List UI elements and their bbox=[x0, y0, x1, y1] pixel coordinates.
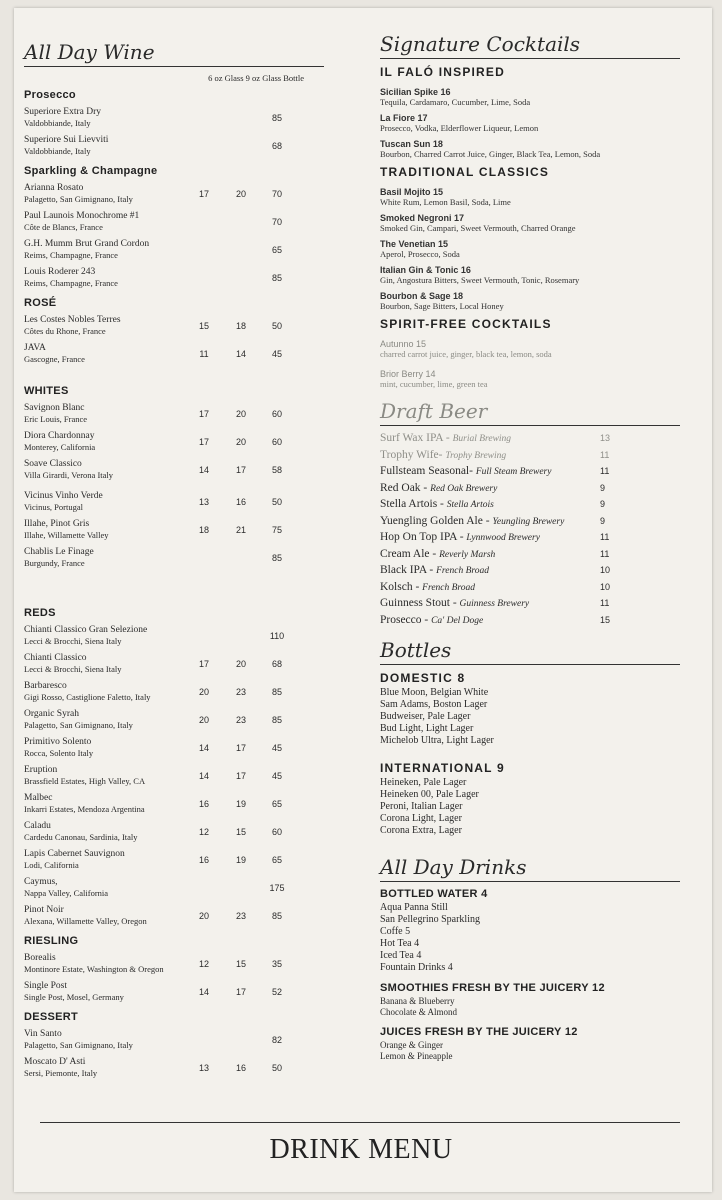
wine-price-6oz: 13 bbox=[198, 497, 209, 507]
wine-price-bottle: 60 bbox=[271, 409, 282, 419]
wine-name: G.H. Mumm Brut Grand Cordon bbox=[24, 239, 150, 249]
cocktail-groups bbox=[380, 65, 680, 389]
wine-price-6oz: 17 bbox=[198, 437, 209, 447]
wine-region: Villa Girardi, Verona Italy bbox=[24, 470, 114, 480]
wine-section-heading: Prosecco bbox=[24, 89, 76, 101]
wine-item bbox=[24, 491, 324, 519]
beer-brewery: Reverly Marsh bbox=[439, 549, 496, 560]
cocktail-group-heading: TRADITIONAL CLASSICS bbox=[380, 165, 550, 179]
wine-price-bottle: 58 bbox=[271, 465, 282, 475]
beer-brewery: Lynnwood Brewery bbox=[466, 533, 540, 543]
wine-price-9oz: 17 bbox=[235, 743, 246, 753]
wine-price-6oz: 14 bbox=[198, 465, 209, 475]
beer-price: 9 bbox=[600, 499, 606, 509]
beer-item bbox=[380, 498, 680, 515]
wine-price-bottle: 68 bbox=[271, 141, 282, 151]
drink-item: Chocolate & Almond bbox=[380, 1007, 457, 1017]
cocktail-description: Aperol, Prosecco, Soda bbox=[380, 249, 460, 259]
wine-item bbox=[24, 183, 324, 211]
bottle-item: Corona Light, Lager bbox=[380, 813, 462, 824]
cocktail-group-heading: IL FALÓ INSPIRED bbox=[380, 65, 505, 79]
wine-price-bottle: 45 bbox=[271, 349, 282, 359]
drink-group-heading: SMOOTHIES FRESH BY THE JUICERY 12 bbox=[380, 982, 605, 994]
wine-price-9oz: 20 bbox=[235, 659, 246, 669]
wine-price-bottle: 85 bbox=[271, 273, 282, 283]
wine-price-6oz: 17 bbox=[198, 409, 209, 419]
beer-item bbox=[380, 564, 680, 581]
beer-brewery: Stella Artois bbox=[446, 500, 494, 510]
wine-section-heading: REDS bbox=[24, 607, 56, 619]
beer-price: 10 bbox=[600, 581, 611, 592]
drink-group-heading: JUICES FRESH BY THE JUICERY 12 bbox=[380, 1026, 578, 1038]
cocktail-name: La Fiore 17 bbox=[380, 113, 428, 123]
wine-price-9oz: 21 bbox=[235, 525, 246, 535]
wine-region: Palagetto, San Gimignano, Italy bbox=[24, 720, 133, 730]
cocktail-name: Autunno 15 bbox=[380, 339, 427, 349]
beer-price: 9 bbox=[600, 515, 606, 526]
wine-region: Lecci & Brocchi, Siena Italy bbox=[24, 664, 122, 674]
wine-name: Superiore Sui Lievviti bbox=[24, 135, 109, 145]
beer-item bbox=[380, 449, 680, 466]
beer-brewery: Ca' Del Doge bbox=[431, 615, 484, 626]
wine-region: Rocca, Solento Italy bbox=[24, 748, 94, 758]
beer-brewery: Trophy Brewing bbox=[445, 450, 507, 461]
wine-price-9oz: 18 bbox=[235, 321, 246, 331]
wine-price-6oz: 14 bbox=[198, 743, 209, 753]
wine-price-bottle: 82 bbox=[271, 1035, 282, 1045]
bottle-item: Heineken, Pale Lager bbox=[380, 777, 467, 788]
cocktails-title: Signature Cocktails bbox=[380, 32, 581, 56]
cocktail-item bbox=[380, 265, 680, 285]
wine-item bbox=[24, 519, 324, 547]
wine-price-bottle: 35 bbox=[271, 959, 282, 969]
beer-brewery: Guinness Brewery bbox=[459, 599, 530, 609]
cocktail-item bbox=[380, 187, 680, 207]
wine-price-bottle: 85 bbox=[271, 715, 282, 725]
beer-name: Red Oak - bbox=[380, 481, 428, 494]
wine-item bbox=[24, 793, 324, 821]
wine-item bbox=[24, 315, 324, 343]
bottle-item: Bud Light, Light Lager bbox=[380, 723, 474, 734]
cocktail-item bbox=[380, 339, 680, 359]
wine-price-6oz: 17 bbox=[198, 189, 209, 199]
wine-price-9oz: 23 bbox=[235, 715, 246, 725]
wine-item bbox=[24, 849, 324, 877]
wine-sections bbox=[24, 89, 324, 1085]
wine-item bbox=[24, 737, 324, 765]
wine-item bbox=[24, 459, 324, 487]
wine-price-bottle: 65 bbox=[271, 799, 282, 809]
bottle-item: Blue Moon, Belgian White bbox=[380, 687, 489, 698]
wine-price-6oz: 11 bbox=[199, 349, 209, 359]
wine-name: Borealis bbox=[24, 953, 56, 963]
wine-price-9oz: 17 bbox=[235, 771, 246, 781]
wine-name: Savignon Blanc bbox=[24, 403, 85, 413]
beer-brewery: Full Steam Brewery bbox=[475, 467, 552, 477]
wine-region: Alexana, Willamette Valley, Oregon bbox=[24, 916, 147, 926]
wine-region: Sersi, Piemonte, Italy bbox=[24, 1068, 98, 1078]
beer-title-rule bbox=[380, 425, 680, 426]
wine-item bbox=[24, 403, 324, 431]
wine-item bbox=[24, 981, 324, 1009]
wine-item bbox=[24, 653, 324, 681]
wine-price-6oz: 14 bbox=[198, 771, 209, 781]
cocktail-group-heading: SPIRIT-FREE COCKTAILS bbox=[380, 317, 552, 331]
drink-item: Iced Tea 4 bbox=[380, 950, 422, 961]
cocktail-item bbox=[380, 213, 680, 233]
cocktail-description: Gin, Angostura Bitters, Sweet Vermouth, Tonic, Rosemary bbox=[380, 275, 580, 285]
wine-price-9oz: 20 bbox=[235, 409, 246, 419]
wine-price-bottle: 175 bbox=[269, 883, 285, 893]
wine-region: Côtes du Rhone, France bbox=[24, 326, 106, 336]
wine-region: Illahe, Willamette Valley bbox=[24, 530, 109, 540]
wine-title-rule bbox=[24, 66, 324, 67]
drink-item: Fountain Drinks 4 bbox=[380, 962, 453, 973]
wine-region: Cardedu Canonau, Sardinia, Italy bbox=[24, 832, 138, 842]
wine-region: Lodi, California bbox=[24, 860, 79, 870]
wine-section-heading: Sparkling & Champagne bbox=[24, 165, 158, 177]
beer-name: Surf Wax IPA - bbox=[380, 432, 450, 444]
wine-price-bottle: 75 bbox=[271, 525, 282, 535]
wine-name: Malbec bbox=[24, 793, 53, 803]
wine-name: Chianti Classico bbox=[24, 653, 87, 663]
wine-name: Single Post bbox=[24, 981, 68, 991]
wine-name: Organic Syrah bbox=[24, 709, 79, 719]
wine-price-6oz: 20 bbox=[198, 911, 209, 921]
bottle-item: Michelob Ultra, Light Lager bbox=[380, 735, 494, 746]
wine-price-bottle: 65 bbox=[271, 245, 282, 255]
wine-price-9oz: 16 bbox=[235, 497, 246, 507]
wine-price-9oz: 17 bbox=[235, 987, 246, 997]
beer-item bbox=[380, 614, 680, 631]
wine-item bbox=[24, 821, 324, 849]
wine-price-bottle: 85 bbox=[271, 911, 282, 921]
beer-item bbox=[380, 482, 680, 499]
wine-price-bottle: 45 bbox=[271, 743, 282, 753]
beer-name: Trophy Wife- bbox=[380, 448, 443, 461]
wine-name: Eruption bbox=[24, 765, 58, 775]
wine-region: Gigi Rosso, Castiglione Faletto, Italy bbox=[24, 692, 151, 702]
wine-price-bottle: 85 bbox=[271, 553, 282, 563]
wine-name: Diora Chardonnay bbox=[24, 431, 95, 441]
cocktail-description: mint, cucumber, lime, green tea bbox=[380, 379, 488, 389]
wine-price-9oz: 19 bbox=[235, 799, 246, 809]
beer-name: Guinness Stout - bbox=[380, 597, 457, 609]
wine-region: Palagetto, San Gimignano, Italy bbox=[24, 1040, 133, 1050]
bottle-group-heading: INTERNATIONAL 9 bbox=[380, 761, 505, 775]
wine-price-6oz: 17 bbox=[198, 659, 209, 669]
wine-name: Soave Classico bbox=[24, 459, 82, 469]
wine-region: Single Post, Mosel, Germany bbox=[24, 992, 124, 1002]
wine-price-bottle: 50 bbox=[271, 497, 282, 507]
beer-price: 11 bbox=[600, 532, 610, 542]
beer-item bbox=[380, 515, 680, 532]
wine-item bbox=[24, 709, 324, 737]
beer-name: Prosecco - bbox=[380, 613, 429, 626]
wine-name: Barbaresco bbox=[24, 681, 67, 691]
bottles-title: Bottles bbox=[380, 638, 452, 662]
beer-item bbox=[380, 581, 680, 598]
bottle-item: Peroni, Italian Lager bbox=[380, 801, 463, 812]
wine-region: Burgundy, France bbox=[24, 558, 85, 568]
wine-price-6oz: 12 bbox=[198, 827, 209, 837]
beer-price: 11 bbox=[600, 548, 610, 559]
wine-price-6oz: 13 bbox=[198, 1063, 209, 1073]
beer-brewery: Red Oak Brewery bbox=[430, 483, 498, 494]
beer-name: Hop On Top IPA - bbox=[380, 531, 464, 543]
wine-column bbox=[24, 40, 324, 1085]
wine-name: Pinot Noir bbox=[24, 905, 64, 915]
wine-name: Lapis Cabernet Sauvignon bbox=[24, 849, 125, 859]
wine-price-9oz: 23 bbox=[235, 687, 246, 697]
wine-price-6oz: 20 bbox=[198, 687, 209, 697]
wine-item bbox=[24, 239, 324, 267]
beer-name: Cream Ale - bbox=[380, 547, 437, 560]
wine-item bbox=[24, 625, 324, 653]
cocktail-description: charred carrot juice, ginger, black tea, lemon, soda bbox=[380, 349, 552, 359]
wine-price-6oz: 16 bbox=[198, 799, 209, 809]
drink-groups bbox=[380, 888, 680, 1062]
wine-item bbox=[24, 905, 324, 933]
beer-title: Draft Beer bbox=[380, 399, 488, 423]
cocktail-description: Bourbon, Charred Carrot Juice, Ginger, Black Tea, Lemon, Soda bbox=[380, 149, 601, 159]
beer-price: 9 bbox=[600, 482, 606, 493]
wine-item bbox=[24, 765, 324, 793]
wine-name: Caymus, bbox=[24, 877, 58, 887]
wine-item bbox=[24, 953, 324, 981]
drink-item: Aqua Panna Still bbox=[380, 902, 448, 913]
wine-name: Chablis Le Finage bbox=[24, 547, 94, 557]
wine-price-9oz: 17 bbox=[235, 465, 246, 475]
wine-item bbox=[24, 547, 324, 581]
wine-region: Monterey, California bbox=[24, 442, 96, 452]
wine-price-9oz: 14 bbox=[235, 349, 246, 359]
beer-price: 11 bbox=[600, 466, 610, 476]
wine-name: Arianna Rosato bbox=[24, 183, 84, 193]
beer-name: Black IPA - bbox=[380, 564, 434, 576]
bottle-item: Heineken 00, Pale Lager bbox=[380, 789, 479, 800]
beer-brewery: Yeungling Brewery bbox=[492, 516, 565, 527]
cocktail-item bbox=[380, 239, 680, 259]
wine-price-bottle: 70 bbox=[271, 189, 282, 199]
wine-item bbox=[24, 431, 324, 459]
wine-price-6oz: 18 bbox=[198, 525, 209, 535]
wine-region: Valdobbiande, Italy bbox=[24, 118, 91, 128]
cocktail-name: The Venetian 15 bbox=[380, 239, 449, 249]
wine-region: Vicinus, Portugal bbox=[24, 502, 83, 512]
beer-brewery: French Broad bbox=[422, 582, 476, 593]
bottle-item: Budweiser, Pale Lager bbox=[380, 711, 471, 722]
bottle-item: Sam Adams, Boston Lager bbox=[380, 699, 488, 710]
wine-name: Chianti Classico Gran Selezione bbox=[24, 625, 148, 635]
cocktail-name: Bourbon & Sage 18 bbox=[380, 291, 464, 301]
cocktail-name: Italian Gin & Tonic 16 bbox=[380, 265, 471, 275]
wine-region: Nappa Valley, California bbox=[24, 888, 109, 898]
wine-item bbox=[24, 681, 324, 709]
drink-item: Banana & Blueberry bbox=[380, 996, 455, 1006]
beer-item bbox=[380, 432, 680, 449]
wine-item bbox=[24, 877, 324, 905]
wine-item bbox=[24, 1057, 324, 1085]
cocktail-name: Smoked Negroni 17 bbox=[380, 213, 465, 223]
cocktail-item bbox=[380, 369, 680, 389]
wine-price-bottle: 65 bbox=[271, 855, 282, 865]
cocktail-item bbox=[380, 87, 680, 107]
wine-price-6oz: 20 bbox=[198, 715, 209, 725]
wine-name: Louis Roderer 243 bbox=[24, 267, 96, 277]
drink-item: Lemon & Pineapple bbox=[380, 1051, 453, 1061]
cocktail-description: Smoked Gin, Campari, Sweet Vermouth, Charred Orange bbox=[380, 223, 576, 233]
wine-price-9oz: 15 bbox=[235, 959, 246, 969]
cocktails-title-rule bbox=[380, 58, 680, 59]
wine-price-9oz: 15 bbox=[235, 827, 246, 837]
cocktail-name: Basil Mojito 15 bbox=[380, 187, 444, 197]
cocktail-name: Tuscan Sun 18 bbox=[380, 139, 443, 149]
wine-price-6oz: 12 bbox=[198, 959, 209, 969]
wine-region: Valdobbiande, Italy bbox=[24, 146, 91, 156]
footer-rule bbox=[40, 1122, 680, 1123]
wine-region: Reims, Champagne, France bbox=[24, 278, 118, 288]
wine-section-heading: ROSÉ bbox=[24, 297, 57, 309]
wine-name: Moscato D' Asti bbox=[24, 1057, 86, 1067]
wine-price-bottle: 50 bbox=[271, 1063, 282, 1073]
beer-brewery: French Broad bbox=[436, 566, 489, 576]
bottle-group-heading: DOMESTIC 8 bbox=[380, 671, 466, 685]
beer-price: 15 bbox=[600, 614, 611, 625]
wine-title: All Day Wine bbox=[24, 40, 155, 64]
cocktail-item bbox=[380, 113, 680, 133]
wine-region: Eric Louis, France bbox=[24, 414, 88, 424]
wine-name: Superiore Extra Dry bbox=[24, 107, 102, 117]
wine-item bbox=[24, 211, 324, 239]
beer-name: Yuengling Golden Ale - bbox=[380, 514, 490, 527]
wine-price-bottle: 85 bbox=[271, 113, 282, 123]
beer-item bbox=[380, 465, 680, 482]
cocktail-item bbox=[380, 291, 680, 311]
wine-price-9oz: 16 bbox=[235, 1063, 246, 1073]
wine-price-bottle: 85 bbox=[271, 687, 282, 697]
drink-item: Hot Tea 4 bbox=[380, 938, 420, 949]
wine-price-9oz: 19 bbox=[235, 855, 246, 865]
beer-list bbox=[380, 432, 680, 630]
bottle-groups bbox=[380, 671, 680, 837]
wine-name: Caladu bbox=[24, 821, 51, 831]
wine-region: Palagetto, San Gimignano, Italy bbox=[24, 194, 133, 204]
wine-item bbox=[24, 1029, 324, 1057]
wine-name: Les Costes Nobles Terres bbox=[24, 315, 121, 325]
beer-item bbox=[380, 597, 680, 614]
wine-name: Paul Launois Monochrome #1 bbox=[24, 211, 140, 221]
cocktail-name: Brior Berry 14 bbox=[380, 369, 436, 379]
wine-price-bottle: 70 bbox=[271, 217, 282, 227]
wine-price-bottle: 50 bbox=[271, 321, 282, 331]
cocktail-description: Bourbon, Sage Bitters, Local Honey bbox=[380, 301, 504, 311]
right-column bbox=[380, 32, 680, 1062]
wine-region: Lecci & Brocchi, Siena Italy bbox=[24, 636, 122, 646]
wine-section-heading: WHITES bbox=[24, 385, 69, 397]
wine-price-bottle: 52 bbox=[271, 987, 282, 997]
beer-name: Stella Artois - bbox=[380, 498, 444, 510]
wine-name: Illahe, Pinot Gris bbox=[24, 519, 90, 529]
wine-name: JAVA bbox=[24, 343, 46, 353]
beer-price: 10 bbox=[600, 565, 611, 575]
wine-price-bottle: 60 bbox=[271, 827, 282, 837]
wine-item bbox=[24, 343, 324, 371]
drink-item: Coffe 5 bbox=[380, 926, 411, 937]
footer-title: DRINK MENU bbox=[269, 1134, 453, 1165]
cocktail-description: Tequila, Cardamaro, Cucumber, Lime, Soda bbox=[380, 97, 531, 107]
beer-price: 11 bbox=[600, 598, 610, 608]
wine-item bbox=[24, 267, 324, 295]
beer-name: Fullsteam Seasonal- bbox=[380, 465, 473, 477]
wine-price-bottle: 45 bbox=[271, 771, 282, 781]
cocktail-description: White Rum, Lemon Basil, Soda, Lime bbox=[380, 197, 511, 207]
wine-price-bottle: 110 bbox=[269, 631, 285, 641]
drinks-title-rule bbox=[380, 881, 680, 882]
wine-region: Montinore Estate, Washington & Oregon bbox=[24, 964, 164, 974]
wine-price-6oz: 15 bbox=[198, 321, 209, 331]
wine-region: Reims, Champagne, France bbox=[24, 250, 118, 260]
wine-price-9oz: 20 bbox=[235, 437, 246, 447]
beer-price: 11 bbox=[600, 449, 610, 460]
beer-price: 13 bbox=[600, 433, 611, 443]
wine-item bbox=[24, 135, 324, 163]
wine-column-headers: 6 oz Glass 9 oz Glass Bottle bbox=[208, 73, 304, 83]
beer-item bbox=[380, 531, 680, 548]
drink-item: Orange & Ginger bbox=[380, 1040, 443, 1050]
wine-region: Brassfield Estates, High Valley, CA bbox=[24, 776, 146, 786]
wine-name: Primitivo Solento bbox=[24, 737, 92, 747]
wine-price-bottle: 60 bbox=[271, 437, 282, 447]
beer-item bbox=[380, 548, 680, 565]
wine-name: Vin Santo bbox=[24, 1029, 62, 1039]
wine-price-9oz: 20 bbox=[235, 189, 246, 199]
drink-item: San Pellegrino Sparkling bbox=[380, 914, 480, 925]
wine-price-9oz: 23 bbox=[235, 911, 246, 921]
beer-brewery: Burial Brewing bbox=[452, 434, 512, 444]
wine-region: Côte de Blancs, France bbox=[24, 222, 103, 232]
wine-section-heading: DESSERT bbox=[24, 1011, 79, 1023]
cocktail-name: Sicilian Spike 16 bbox=[380, 87, 451, 97]
wine-price-6oz: 16 bbox=[198, 855, 209, 865]
wine-section-heading: RIESLING bbox=[24, 935, 79, 947]
wine-price-6oz: 14 bbox=[198, 987, 209, 997]
wine-price-bottle: 68 bbox=[271, 659, 282, 669]
drink-group-heading: BOTTLED WATER 4 bbox=[380, 888, 488, 900]
wine-item bbox=[24, 107, 324, 135]
cocktail-description: Prosecco, Vodka, Elderflower Liqueur, Lemon bbox=[380, 123, 539, 133]
bottles-title-rule bbox=[380, 664, 680, 665]
wine-name: Vicinus Vinho Verde bbox=[24, 491, 103, 501]
drinks-title: All Day Drinks bbox=[380, 855, 527, 879]
bottle-item: Corona Extra, Lager bbox=[380, 825, 462, 836]
beer-name: Kolsch - bbox=[380, 580, 420, 593]
cocktail-item bbox=[380, 139, 680, 159]
wine-region: Gascogne, France bbox=[24, 354, 85, 364]
wine-region: Inkarri Estates, Mendoza Argentina bbox=[24, 804, 145, 814]
